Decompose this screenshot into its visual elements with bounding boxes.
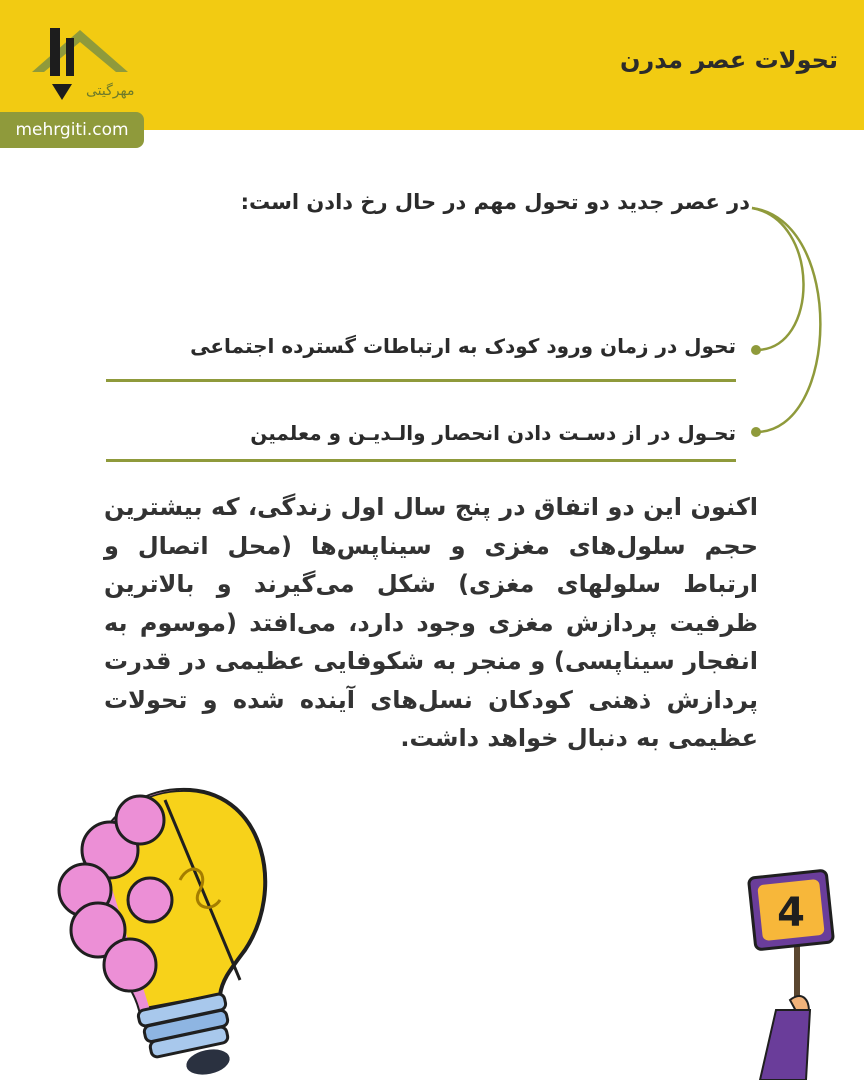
connector-lines: [0, 0, 864, 480]
number-sign-illustration: [720, 860, 850, 1080]
page-title: تحولات عصر مدرن: [619, 46, 838, 74]
body-paragraph: اکنون این دو اتفاق در پنج سال اول زندگی، که بیشترین حجم سلول‌های مغزی و سیناپس‌ها (محل اتصال و ارتباط سلولهای مغزی) شکل می‌گیرند و بالاترین ظرفیت پردازش مغزی وجود دارد، می‌افتد (موسوم به انفجار سیناپسی) و منجر به شکوفایی عظیمی در قدرت پردازش ذهنی کودکان نسل‌های آینده شده و تحولات عظیمی به دنبال خواهد داشت.: [104, 493, 758, 752]
divider: [106, 379, 736, 382]
website-badge: mehrgiti.com: [0, 112, 144, 148]
bullet-dot-2: [751, 427, 761, 437]
sign-number: 4: [777, 890, 805, 936]
intro-text: در عصر جدید دو تحول مهم در حال رخ دادن است:: [240, 190, 750, 214]
logo-wordmark: مهرگیتی: [86, 83, 135, 99]
brain-lightbulb-illustration: [40, 780, 300, 1080]
divider: [106, 459, 736, 462]
list-item: تحـول در از دسـت دادن انحصار والـدیـن و معلمین: [250, 421, 736, 445]
list-item: تحول در زمان ورود کودک به ارتباطات گسترده اجتماعی: [190, 334, 736, 358]
bullet-dot-1: [751, 345, 761, 355]
